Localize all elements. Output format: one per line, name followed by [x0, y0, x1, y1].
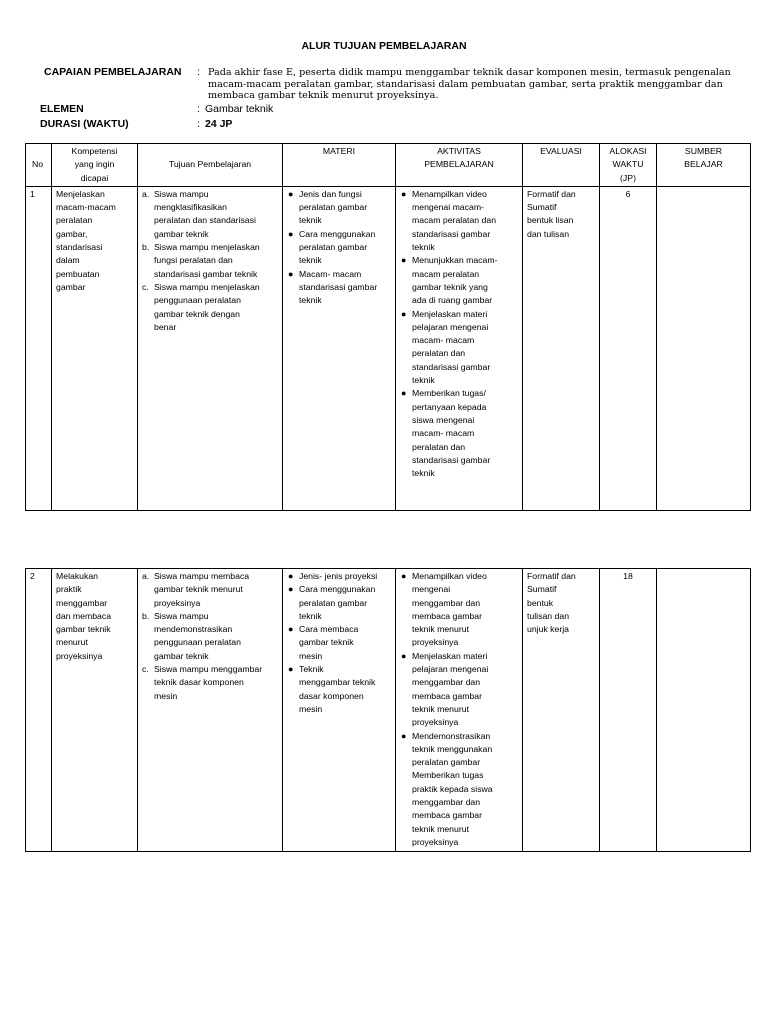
list-line: penggunaan peralatan	[154, 637, 241, 648]
list-line: standarisasi gambar teknik	[154, 268, 258, 279]
list-line: siswa mengenai	[412, 414, 475, 425]
list-line: penggunaan peralatan	[154, 295, 241, 306]
header-alokasi-line: ALOKASI	[609, 146, 647, 156]
list-line: peralatan dan standarisasi	[154, 215, 256, 226]
list-line: mendemonstrasikan	[154, 624, 233, 635]
list-line: teknik	[412, 242, 435, 253]
table-header-row	[26, 144, 751, 187]
header-kompetensi	[52, 144, 138, 187]
learning-table-2	[25, 568, 751, 852]
list-line: teknik dasar komponen	[154, 677, 244, 688]
list-line: gambar teknik menurut	[154, 584, 243, 595]
list-line: proyeksinya	[412, 836, 459, 847]
list-line: teknik	[299, 255, 322, 266]
list-line: Macam- macam	[299, 268, 362, 279]
list-line: pelajaran mengenai	[412, 664, 489, 675]
kompetensi-line: standarisasi	[56, 242, 103, 253]
kompetensi-line: dan membaca	[56, 610, 112, 621]
evaluasi-line: dan tulisan	[527, 228, 570, 239]
header-no: No	[26, 144, 52, 187]
evaluasi-line: Sumatif	[527, 202, 557, 213]
list-item	[400, 254, 518, 307]
page-title: ALUR TUJUAN PEMBELAJARAN	[301, 40, 467, 52]
evaluasi-line: unjuk kerja	[527, 624, 570, 635]
list-line: menggambar dan	[412, 677, 481, 688]
list-line: menggambar teknik	[299, 677, 376, 688]
list-line: gambar teknik	[299, 637, 354, 648]
list-line: fungsi peralatan dan	[154, 255, 233, 266]
list-line: Cara menggunakan	[299, 228, 376, 239]
list-line: gambar teknik yang	[412, 281, 488, 292]
list-line: menggambar dan	[412, 797, 481, 808]
kompetensi-line: proyeksinya	[56, 650, 103, 661]
aktivitas-cell	[396, 569, 523, 852]
header-alokasi-line: WAKTU	[612, 159, 644, 170]
list-line: macam peralatan dan	[412, 215, 497, 226]
capaian-text	[208, 67, 738, 102]
tujuan-cell	[138, 569, 283, 852]
header-aktivitas-line: AKTIVITAS	[437, 146, 481, 156]
list-line: proyeksinya	[154, 597, 201, 608]
list-item	[400, 387, 518, 480]
list-marker: b.	[142, 610, 150, 621]
durasi-colon: :	[197, 118, 200, 130]
list-line: macam- macam	[412, 428, 475, 439]
list-line: standarisasi gambar	[412, 361, 491, 372]
list-line: Siswa mampu	[154, 610, 209, 621]
list-line: teknik	[412, 375, 435, 386]
evaluasi-cell	[523, 569, 600, 852]
bullet-icon: ●	[288, 228, 294, 239]
header-kompetensi-line: dicapai	[80, 172, 109, 183]
list-line: Siswa mampu menjelaskan	[154, 281, 260, 292]
list-line: mesin	[154, 690, 178, 701]
list-line: mesin	[299, 703, 323, 714]
header-tujuan: Tujuan Pembelajaran	[138, 144, 283, 187]
list-item	[287, 570, 391, 583]
materi-cell	[283, 569, 396, 852]
aktivitas-list	[400, 570, 518, 849]
list-item	[287, 623, 391, 663]
aktivitas-cell	[396, 186, 523, 510]
bullet-icon: ●	[288, 584, 294, 595]
list-line: Jenis- jenis proyeksi	[299, 571, 378, 581]
list-item	[400, 650, 518, 730]
list-item	[400, 730, 518, 850]
kompetensi-line: pembuatan	[56, 268, 100, 279]
list-line: teknik	[412, 468, 435, 479]
capaian-colon: :	[197, 66, 200, 78]
header-materi: MATERI	[283, 144, 396, 187]
capaian-line: membaca gambar teknik menurut proyeksinya.	[208, 90, 439, 101]
list-item	[400, 570, 518, 650]
list-line: gambar teknik	[154, 228, 209, 239]
aktivitas-list	[400, 188, 518, 481]
list-line: teknik menurut	[412, 703, 469, 714]
bullet-icon: ●	[288, 624, 294, 635]
list-line: ada di ruang gambar	[412, 295, 493, 306]
evaluasi-line: Formatif dan	[527, 571, 576, 581]
kompetensi-line: gambar	[56, 281, 86, 292]
list-line: gambar teknik dengan	[154, 308, 240, 319]
header-kompetensi-line: Kompetensi	[71, 146, 118, 156]
list-marker: a.	[142, 188, 150, 199]
evaluasi-line: tulisan dan	[527, 610, 570, 621]
kompetensi-line: Menjelaskan	[56, 188, 105, 199]
capaian-label: CAPAIAN PEMBELAJARAN	[44, 66, 182, 78]
kompetensi-line: menggambar	[56, 597, 108, 608]
list-line: pelajaran mengenai	[412, 321, 489, 332]
evaluasi-line: bentuk	[527, 597, 554, 608]
list-line: peralatan gambar	[412, 757, 481, 768]
list-line: membaca gambar	[412, 610, 483, 621]
materi-cell	[283, 186, 396, 510]
evaluasi-line: Sumatif	[527, 584, 557, 595]
list-item	[287, 663, 391, 716]
list-line: dasar komponen	[299, 690, 364, 701]
row-no: 1	[26, 186, 52, 510]
list-line: peralatan dan	[412, 348, 466, 359]
bullet-icon: ●	[288, 188, 294, 199]
list-line: Memberikan tugas/	[412, 388, 486, 399]
header-aktivitas	[396, 144, 523, 187]
bullet-icon: ●	[401, 730, 407, 741]
elemen-value: Gambar teknik	[205, 103, 274, 115]
list-line: membaca gambar	[412, 690, 483, 701]
list-item	[142, 663, 278, 703]
list-line: teknik menurut	[412, 624, 469, 635]
elemen-label: ELEMEN	[40, 103, 84, 115]
list-line: peralatan gambar	[299, 597, 368, 608]
list-line: teknik	[299, 610, 322, 621]
materi-list	[287, 570, 391, 716]
list-line: teknik	[299, 295, 322, 306]
bullet-icon: ●	[401, 188, 407, 199]
header-sumber-line: SUMBER	[684, 146, 723, 156]
list-line: mengenai	[412, 584, 451, 595]
sumber-cell	[657, 186, 751, 510]
list-line: benar	[154, 321, 177, 332]
list-line: proyeksinya	[412, 637, 459, 648]
header-sumber	[657, 144, 751, 187]
list-line: Menampilkan video	[412, 188, 487, 199]
sumber-cell	[657, 569, 751, 852]
list-line: peralatan gambar	[299, 242, 368, 253]
list-marker: c.	[142, 281, 149, 292]
list-line: proyeksinya	[412, 717, 459, 728]
materi-list	[287, 188, 391, 308]
list-line: Siswa mampu	[154, 188, 209, 199]
list-line: peralatan gambar	[299, 202, 368, 213]
bullet-icon: ●	[401, 571, 407, 581]
kompetensi-line: Melakukan	[56, 571, 99, 581]
list-line: mengenai macam-	[412, 202, 484, 213]
bullet-icon: ●	[401, 650, 407, 661]
list-item	[400, 188, 518, 254]
header-aktivitas-line: PEMBELAJARAN	[424, 159, 494, 170]
kompetensi-line: dalam	[56, 255, 80, 266]
list-line: praktik kepada siswa	[412, 783, 493, 794]
list-line: Menampilkan video	[412, 571, 487, 581]
evaluasi-cell	[523, 186, 600, 510]
list-item	[142, 188, 278, 241]
list-item	[287, 228, 391, 268]
list-item	[142, 281, 278, 334]
header-evaluasi: EVALUASI	[523, 144, 600, 187]
alokasi-cell: 18	[600, 569, 657, 852]
kompetensi-cell	[52, 569, 138, 852]
list-line: standarisasi gambar	[299, 281, 378, 292]
list-line: teknik	[299, 215, 322, 226]
list-line: macam peralatan	[412, 268, 480, 279]
header-kompetensi-line: yang ingin	[74, 159, 115, 170]
list-line: Cara menggunakan	[299, 584, 376, 595]
list-line: Menjelaskan materi	[412, 650, 488, 661]
alokasi-cell: 6	[600, 186, 657, 510]
header-alokasi-line: (JP)	[620, 172, 636, 183]
tujuan-cell	[138, 186, 283, 510]
list-line: pertanyaan kepada	[412, 401, 487, 412]
list-line: menggambar dan	[412, 597, 481, 608]
bullet-icon: ●	[401, 388, 407, 399]
list-item	[287, 583, 391, 623]
list-line: Menunjukkan macam-	[412, 255, 498, 266]
list-item	[142, 610, 278, 663]
bullet-icon: ●	[288, 571, 294, 581]
list-line: mengklasifikasikan	[154, 202, 227, 213]
header-sumber-line: BELAJAR	[684, 159, 723, 170]
list-item	[142, 570, 278, 610]
list-marker: b.	[142, 242, 150, 253]
bullet-icon: ●	[401, 308, 407, 319]
list-line: Menjelaskan materi	[412, 308, 488, 319]
table-row	[26, 569, 751, 852]
list-line: Teknik	[299, 664, 324, 675]
list-line: gambar teknik	[154, 650, 209, 661]
kompetensi-line: gambar,	[56, 228, 88, 239]
list-item	[142, 241, 278, 281]
list-line: standarisasi gambar	[412, 454, 491, 465]
list-item	[287, 188, 391, 228]
list-line: Memberikan tugas	[412, 770, 484, 781]
capaian-line: Pada akhir fase E, peserta didik mampu menggambar teknik dasar komponen mesin, termasuk pengenalan	[208, 67, 731, 78]
tujuan-list	[142, 188, 278, 334]
table-row	[26, 186, 751, 510]
elemen-colon: :	[197, 103, 200, 115]
kompetensi-line: praktik	[56, 584, 82, 595]
bullet-icon: ●	[401, 255, 407, 266]
list-line: peralatan dan	[412, 441, 466, 452]
tujuan-list	[142, 570, 278, 703]
bullet-icon: ●	[288, 268, 294, 279]
list-line: Jenis dan fungsi	[299, 188, 362, 199]
kompetensi-cell	[52, 186, 138, 510]
kompetensi-line: gambar teknik	[56, 624, 111, 635]
list-line: membaca gambar	[412, 810, 483, 821]
list-line: mesin	[299, 650, 323, 661]
list-line: teknik menggunakan	[412, 743, 493, 754]
list-line: Siswa mampu menjelaskan	[154, 242, 260, 253]
capaian-line: macam-macam peralatan gambar, standarisasi dalam pembuatan gambar, serta praktik menggambar dan	[208, 78, 723, 90]
list-line: Siswa mampu membaca	[154, 571, 250, 581]
kompetensi-line: menurut	[56, 637, 88, 648]
durasi-label: DURASI (WAKTU)	[40, 118, 129, 130]
kompetensi-line: macam-macam	[56, 202, 116, 213]
evaluasi-line: bentuk lisan	[527, 215, 574, 226]
list-line: teknik menurut	[412, 823, 469, 834]
kompetensi-line: peralatan	[56, 215, 93, 226]
list-item	[400, 308, 518, 388]
header-alokasi	[600, 144, 657, 187]
list-line: Cara membaca	[299, 624, 359, 635]
row-no: 2	[26, 569, 52, 852]
list-line: standarisasi gambar	[412, 228, 491, 239]
list-item	[287, 268, 391, 308]
durasi-value: 24 JP	[205, 118, 233, 130]
bullet-icon: ●	[288, 664, 294, 675]
list-marker: a.	[142, 571, 150, 581]
list-line: Siswa mampu menggambar	[154, 664, 263, 675]
learning-table-1	[25, 143, 751, 511]
list-line: Mendemonstrasikan	[412, 730, 491, 741]
evaluasi-line: Formatif dan	[527, 188, 576, 199]
list-marker: c.	[142, 664, 149, 675]
list-line: macam- macam	[412, 335, 475, 346]
